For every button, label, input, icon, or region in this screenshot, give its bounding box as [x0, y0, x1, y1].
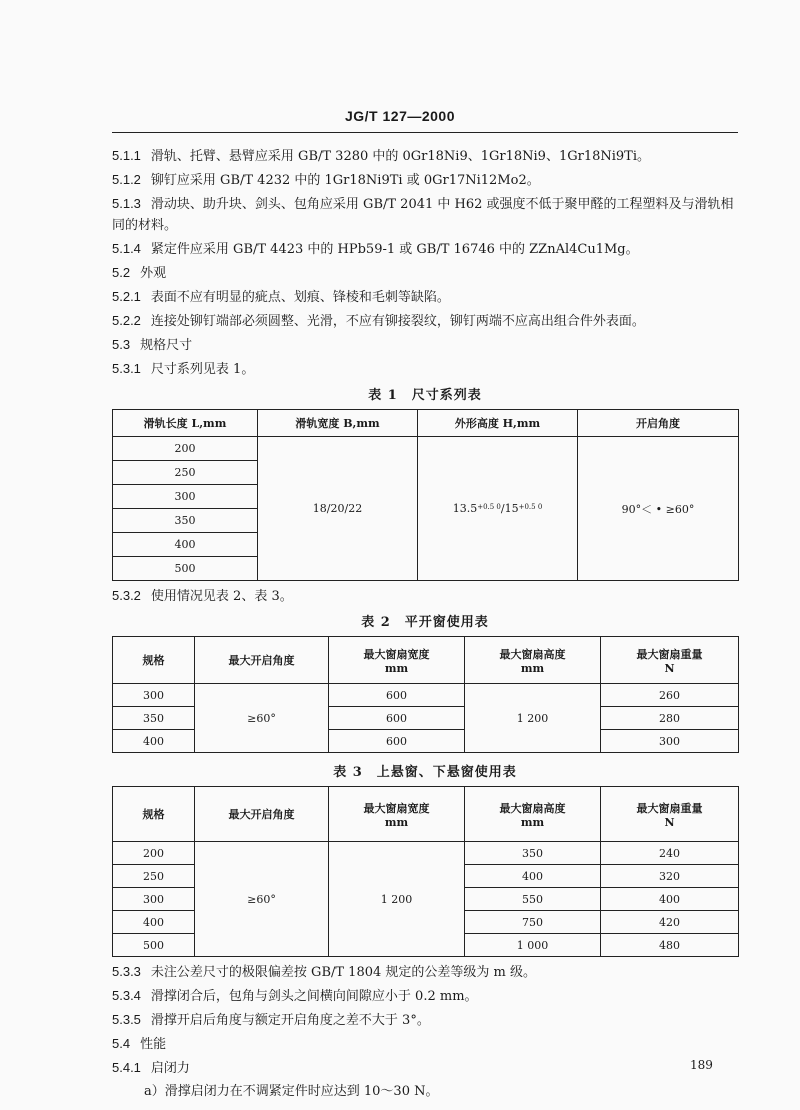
table3-header: [329, 787, 465, 842]
weight-cell: 280: [601, 707, 739, 730]
clause-number: 5.4: [112, 1036, 131, 1051]
clause-number: 5.2: [112, 265, 131, 280]
angle-cell: ≥60°: [195, 842, 329, 957]
table1-length-cell: 350: [113, 509, 258, 533]
table-row: [113, 684, 739, 707]
clause-number: 5.2.1: [112, 289, 141, 304]
clause: [112, 961, 738, 983]
page-header: JG/T 127—2000: [344, 108, 455, 124]
page-number: 189: [690, 1058, 713, 1072]
height-separator: /15: [500, 502, 519, 515]
clause-number: 5.1.1: [112, 148, 141, 163]
table1-header: 滑轨宽度 B,mm: [258, 410, 418, 437]
spec-cell: 500: [113, 934, 195, 957]
table3-header: [601, 787, 739, 842]
clause: [112, 1057, 738, 1079]
height-tolerance: +0.5 0: [477, 503, 501, 511]
header-label: 最大窗扇重量: [636, 801, 703, 815]
clause: [112, 286, 738, 308]
clause: [112, 1009, 738, 1031]
height-cell: 1 200: [465, 684, 601, 753]
clause: [112, 262, 738, 284]
table2-header: 最大开启角度: [195, 637, 329, 684]
clause-list-5-1-to-5-3-1: [112, 145, 738, 380]
table-row: [113, 437, 739, 461]
table2-caption: 表 2 平开窗使用表: [361, 615, 489, 630]
clause-5-3-2: [112, 585, 738, 607]
clause-text: 表面不应有明显的疵点、划痕、锋棱和毛刺等缺陷。: [150, 290, 450, 305]
clause-5-4-1-a: a）滑撑启闭力在不调紧定件时应达到 10～30 N。: [144, 1084, 439, 1099]
weight-cell: 400: [601, 888, 739, 911]
table1-size-series: [112, 409, 739, 581]
clause-number: 5.3.3: [112, 964, 141, 979]
height-tolerance: +0.5 0: [518, 503, 543, 511]
table1-length-cell: 200: [113, 437, 258, 461]
table3-header: [465, 787, 601, 842]
clause-number: 5.2.2: [112, 313, 141, 328]
table2-header: [329, 637, 465, 684]
clause: [112, 238, 738, 260]
clause: [112, 358, 738, 380]
clause-number: 5.3.1: [112, 361, 141, 376]
height-cell: 350: [465, 842, 601, 865]
clause-number: 5.1.2: [112, 172, 141, 187]
header-label: 最大窗扇高度: [499, 647, 566, 661]
table1-header: 开启角度: [578, 410, 739, 437]
clause-text: 滑撑开启后角度与额定开启角度之差不大于 3°。: [150, 1013, 430, 1028]
clause-text: 尺寸系列见表 1。: [150, 362, 255, 377]
spec-cell: 350: [113, 707, 195, 730]
clause: [112, 310, 738, 332]
height-main: 13.5: [452, 502, 478, 515]
table1-header: 滑轨长度 L,mm: [113, 410, 258, 437]
clause: [112, 334, 738, 356]
weight-cell: 480: [601, 934, 739, 957]
table1-length-cell: 300: [113, 485, 258, 509]
weight-cell: 420: [601, 911, 739, 934]
weight-cell: 240: [601, 842, 739, 865]
header-label: 最大窗扇重量: [636, 647, 703, 661]
width-cell: 600: [329, 707, 465, 730]
header-unit: mm: [520, 815, 545, 829]
header-label: 最大窗扇高度: [499, 801, 566, 815]
clause-text: 启闭力: [150, 1061, 190, 1076]
clause: [112, 145, 738, 167]
clause-number: 5.1.4: [112, 241, 141, 256]
width-cell: 1 200: [329, 842, 465, 957]
clause-number: 5.3.4: [112, 988, 141, 1003]
header-rule: [112, 132, 738, 133]
spec-cell: 250: [113, 865, 195, 888]
header-unit: mm: [520, 661, 545, 675]
table3-header: 规格: [113, 787, 195, 842]
clause-text: 规格尺寸: [140, 338, 193, 353]
angle-cell: ≥60°: [195, 684, 329, 753]
table1-length-cell: 500: [113, 557, 258, 581]
table-row: [113, 842, 739, 865]
clause-text: 外观: [140, 266, 167, 281]
spec-cell: 400: [113, 730, 195, 753]
clause-text: 铆钉应采用 GB/T 4232 中的 1Gr18Ni9Ti 或 0Gr17Ni12Mo2。: [150, 173, 540, 188]
table3-top-bottom-hung-window: [112, 786, 739, 957]
table3-header: 最大开启角度: [195, 787, 329, 842]
table1-caption: 表 1 尺寸系列表: [368, 388, 482, 403]
clause: [112, 985, 738, 1007]
table1-header: 外形高度 H,mm: [418, 410, 578, 437]
spec-cell: 300: [113, 888, 195, 911]
clause-text: 使用情况见表 2、表 3。: [150, 589, 293, 604]
clause-number: 5.3.5: [112, 1012, 141, 1027]
header-unit: N: [664, 661, 675, 675]
table1-width-cell: 18/20/22: [258, 437, 418, 581]
clause-text: 紧定件应采用 GB/T 4423 中的 HPb59-1 或 GB/T 16746 中的 ZZnAl4Cu1Mg。: [150, 242, 639, 257]
height-cell: 750: [465, 911, 601, 934]
clause: [112, 193, 738, 236]
table3-caption: 表 3 上悬窗、下悬窗使用表: [333, 765, 517, 780]
table2-header: [601, 637, 739, 684]
clause: [112, 169, 738, 191]
table2-header: [465, 637, 601, 684]
header-label: 最大窗扇宽度: [363, 801, 430, 815]
table2-casement-window: [112, 636, 739, 753]
table1-header-row: [113, 410, 739, 437]
clause-text: 滑撑闭合后，包角与剑头之间横向间隙应小于 0.2 mm。: [150, 989, 478, 1004]
clause-list-5-3-3-to-5-4-1: [112, 961, 738, 1079]
header-unit: N: [664, 815, 675, 829]
table1-angle-cell: 90°＜ • ≥60°: [578, 437, 739, 581]
clause-number: 5.3: [112, 337, 131, 352]
width-cell: 600: [329, 684, 465, 707]
clause-text: 滑轨、托臂、悬臂应采用 GB/T 3280 中的 0Gr18Ni9、1Gr18Ni9、1Gr18Ni9Ti。: [150, 149, 651, 164]
table2-header: 规格: [113, 637, 195, 684]
width-cell: 600: [329, 730, 465, 753]
header-label: 最大窗扇宽度: [363, 647, 430, 661]
table1-length-cell: 400: [113, 533, 258, 557]
clause-number: 5.3.2: [112, 588, 141, 603]
spec-cell: 200: [113, 842, 195, 865]
weight-cell: 260: [601, 684, 739, 707]
table1-height-cell: [418, 437, 578, 581]
header-unit: mm: [384, 661, 409, 675]
height-cell: 400: [465, 865, 601, 888]
clause-text: 未注公差尺寸的极限偏差按 GB/T 1804 规定的公差等级为 m 级。: [150, 965, 536, 980]
table2-header-row: [113, 637, 739, 684]
height-cell: 550: [465, 888, 601, 911]
spec-cell: 400: [113, 911, 195, 934]
table1-length-cell: 250: [113, 461, 258, 485]
weight-cell: 320: [601, 865, 739, 888]
weight-cell: 300: [601, 730, 739, 753]
clause-number: 5.4.1: [112, 1060, 141, 1075]
height-cell: 1 000: [465, 934, 601, 957]
clause-text: 连接处铆钉端部必须圆整、光滑，不应有铆接裂纹，铆钉两端不应高出组合件外表面。: [150, 314, 645, 329]
header-unit: mm: [384, 815, 409, 829]
clause-text: 滑动块、助升块、剑头、包角应采用 GB/T 2041 中 H62 或强度不低于聚甲醛的工程塑料及与滑轨相同的材料。: [112, 197, 734, 233]
document-body: [112, 145, 738, 1104]
clause-text: 性能: [140, 1037, 167, 1052]
clause: [112, 1033, 738, 1055]
spec-cell: 300: [113, 684, 195, 707]
clause-number: 5.1.3: [112, 196, 141, 211]
table3-header-row: [113, 787, 739, 842]
